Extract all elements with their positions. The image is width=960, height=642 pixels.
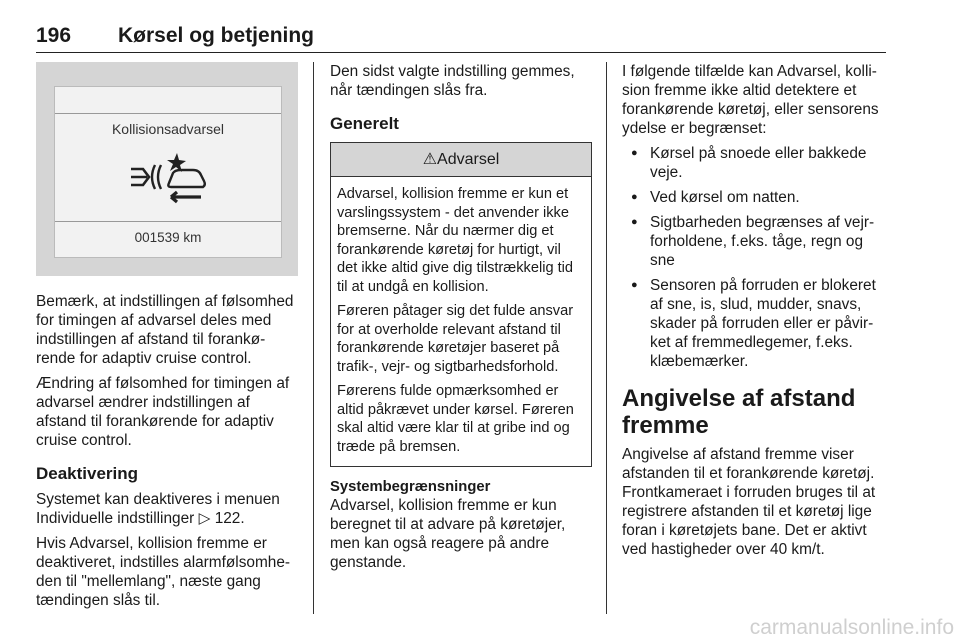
odometer-readout: 001539 km [134,230,202,245]
warning-icon: ⚠ [422,151,438,168]
column-divider [606,62,607,614]
heading-deactivation: Deaktivering [36,464,139,483]
paragraph: Bemærk, at indstillingen af følsomhed for timingen af advarsel deles med indstillingen af afstand til forankørende for adaptiv cruise control. [36,293,294,367]
watermark: carmanualsonline.info [749,616,954,639]
paragraph: I følgende tilfælde kan Advarsel, kollision fremme ikke altid detektere et forankørende køretøj, eller sensorens ydelse er begrænset: [622,63,879,137]
limitations-list [622,144,887,371]
page-reference-icon: ▷ [198,510,211,527]
warning-paragraph: Advarsel, kollision fremme er kun et varslingssystem - det anvender ikke bremserne. Når du nærmer dig et forankørende køretøj for hurtigt, vil det ikke altid give dig tilstrækkelig tid til at undgå en kollision. [337,186,574,295]
paragraph: Den sidst valgte indstilling gemmes, når tændingen slås fra. [330,63,575,99]
paragraph: Hvis Advarsel, kollision fremme er deaktiveret, indstilles alarmfølsomheden til "mellemlang", næste gang tændingen slås til. [36,535,291,609]
column-3 [622,62,887,565]
heading-distance-indication: Angivelse af afstand fremme [622,385,856,439]
paragraph [36,490,298,528]
page-number: 196 [36,24,72,47]
page-header [36,22,886,53]
page-reference[interactable]: 122. [214,510,245,527]
paragraph: Angivelse af afstand fremme viser afstanden til et forankørende køretøj. Frontkameraet i forruden bruges til at registrere afstanden til et køretøj lige foran i køretøjets bane. Det er aktivt ved hastigheder over 40 km/t. [622,446,876,558]
list-item: ● Sensoren på forruden er blokeret af sne, is, slud, mudder, snavs, skader på forruden eller er påvirket af fremmedlegemer, f.eks. klæbemærker. [622,276,887,371]
warning-paragraph: Førerens fulde opmærksomhed er altid påkrævet under kørsel. Føreren skal altid være klar til at gribe ind og træde på bremsen. [337,383,574,455]
display-title: Kollisionsadvarsel [111,121,225,137]
column-divider [313,62,314,614]
warning-label: Advarsel [437,151,500,168]
column-1 [36,62,298,616]
warning-header [331,143,591,177]
heading-system-limits: Systembegrænsninger [330,479,491,495]
list-item: ● Kørsel på snoede eller bakkede veje. [622,144,887,182]
warning-body [331,177,591,466]
list-item: ● Sigtbarheden begrænses af vejrforholdene, f.eks. tåge, regn og sne [622,213,887,270]
warning-box [330,142,592,467]
section-title: Kørsel og betjening [118,24,315,47]
display-line [55,113,281,114]
instrument-display [54,86,282,258]
display-line [55,221,281,222]
paragraph: Advarsel, kollision fremme er kun beregnet til at advare på køretøjer, men kan også reagere på andre genstande. [330,497,566,571]
warning-paragraph: Føreren påtager sig det fulde ansvar for at overholde relevant afstand til forankørende køretøjer baseret på trafik-, vejr- og sigtbarhedsforhold. [337,303,574,375]
list-item: ● Ved kørsel om natten. [622,188,887,207]
column-2 [330,62,592,578]
display-figure [36,62,298,276]
heading-general: Generelt [330,114,399,133]
paragraph-text: Systemet kan deaktiveres i menuen Individuelle indstillinger [36,491,280,527]
collision-warning-icon [129,149,209,205]
paragraph: Ændring af følsomhed for timingen af advarsel ændrer indstillingen af afstand til forankørende for adaptiv cruise control. [36,375,290,449]
